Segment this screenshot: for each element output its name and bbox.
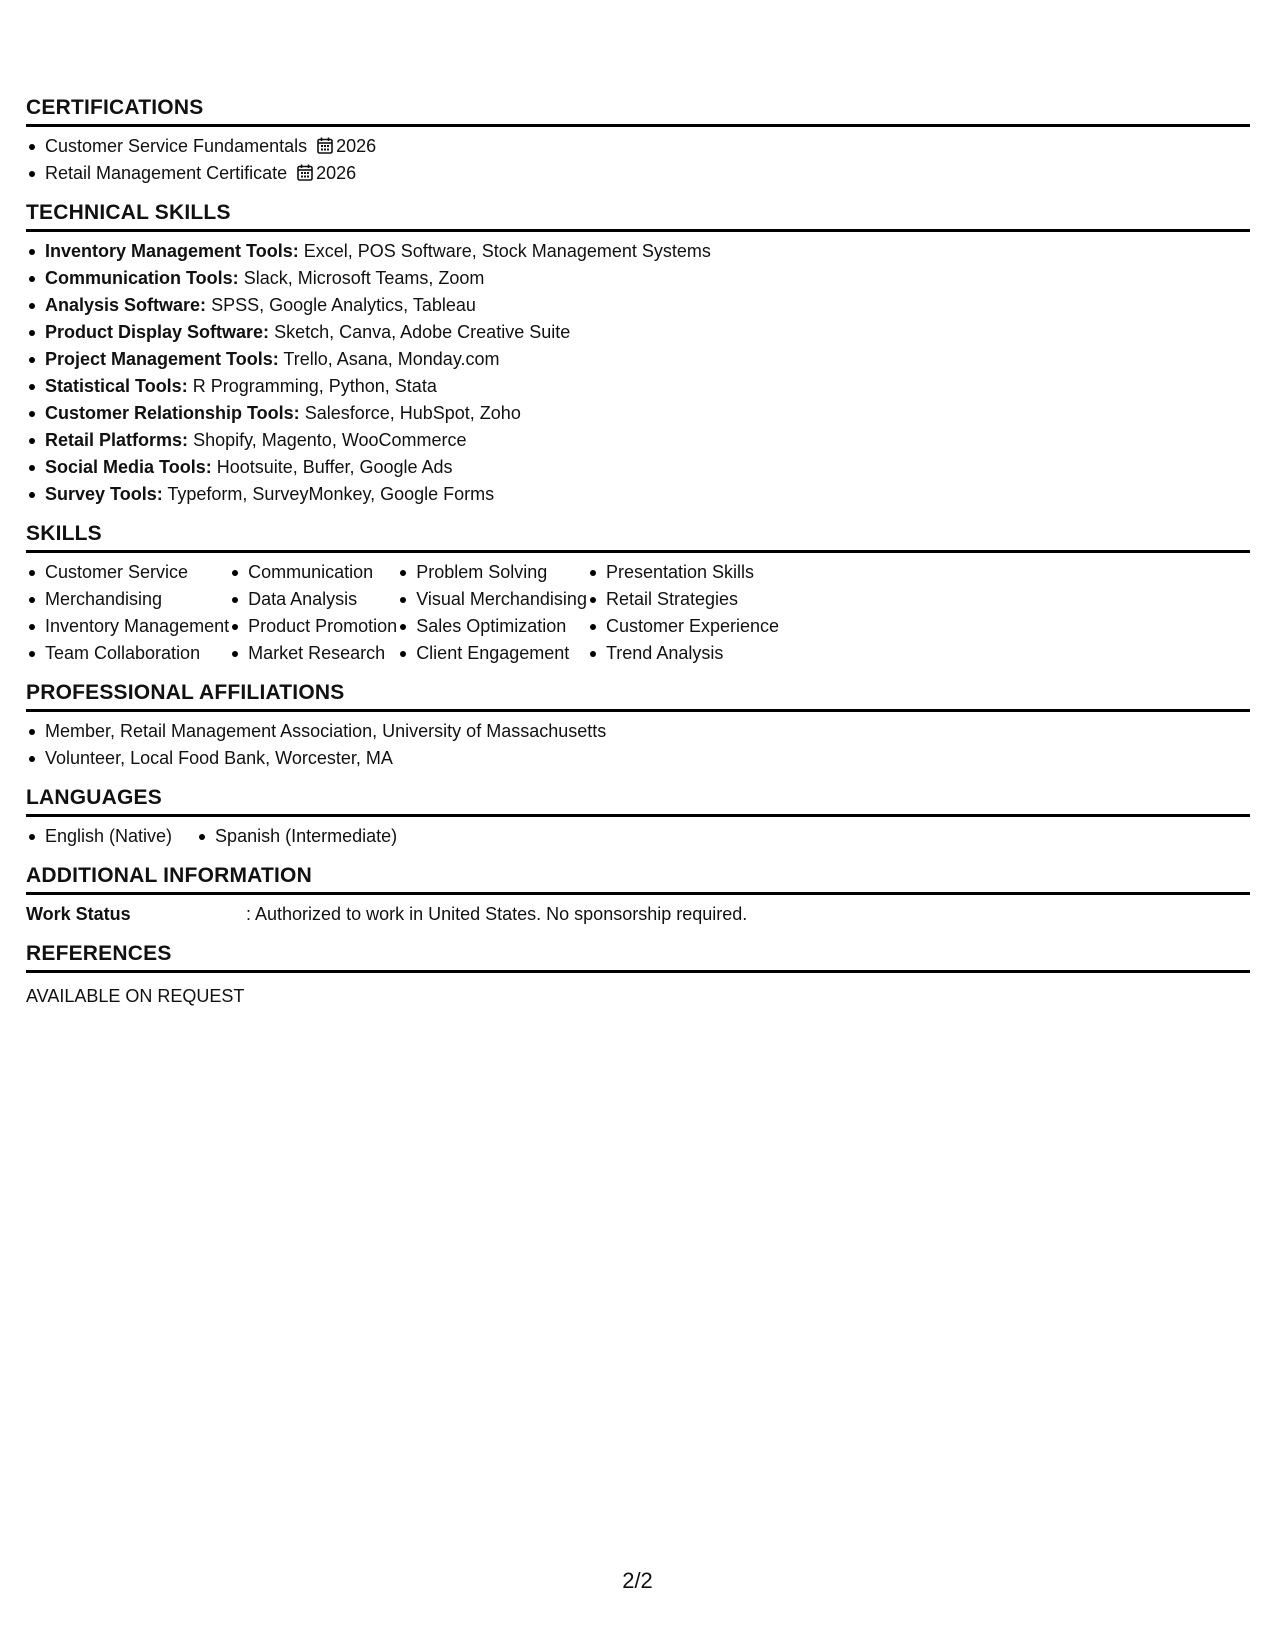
affiliations-section bbox=[26, 681, 1250, 772]
section-title-skills: SKILLS bbox=[26, 522, 1250, 553]
work-status-row bbox=[26, 901, 1250, 928]
certification-year: 2026 bbox=[336, 136, 377, 156]
list-item bbox=[26, 238, 1250, 265]
list-item: Market Research bbox=[229, 640, 397, 667]
skill-values: Slack, Microsoft Teams, Zoom bbox=[243, 268, 485, 288]
list-item bbox=[26, 292, 1250, 319]
list-item: Team Collaboration bbox=[26, 640, 229, 667]
skills-column bbox=[587, 559, 779, 667]
list-item bbox=[26, 265, 1250, 292]
skills-column bbox=[397, 559, 587, 667]
list-item bbox=[26, 427, 1250, 454]
list-item bbox=[26, 454, 1250, 481]
section-title-certifications: CERTIFICATIONS bbox=[26, 96, 1250, 127]
certification-name: Retail Management Certificate bbox=[45, 163, 288, 183]
list-item: Volunteer, Local Food Bank, Worcester, MA bbox=[26, 745, 1250, 772]
skill-values: Hootsuite, Buffer, Google Ads bbox=[216, 457, 453, 477]
list-item: Communication bbox=[229, 559, 397, 586]
skill-category: Product Display Software: bbox=[45, 322, 270, 342]
section-title-technical-skills: TECHNICAL SKILLS bbox=[26, 201, 1250, 232]
technical-skills-list bbox=[26, 238, 1250, 508]
list-item: Sales Optimization bbox=[397, 613, 587, 640]
list-item bbox=[26, 373, 1250, 400]
skill-category: Retail Platforms: bbox=[45, 430, 189, 450]
list-item bbox=[26, 160, 1250, 187]
skill-values: Sketch, Canva, Adobe Creative Suite bbox=[274, 322, 571, 342]
list-item bbox=[26, 133, 1250, 160]
references-text: AVAILABLE ON REQUEST bbox=[26, 986, 245, 1006]
skill-category: Statistical Tools: bbox=[45, 376, 188, 396]
technical-skills-section bbox=[26, 201, 1250, 508]
list-item: Customer Experience bbox=[587, 613, 779, 640]
skill-values: Salesforce, HubSpot, Zoho bbox=[304, 403, 521, 423]
skill-values: Shopify, Magento, WooCommerce bbox=[193, 430, 467, 450]
references-section bbox=[26, 942, 1250, 1010]
list-item: Presentation Skills bbox=[587, 559, 779, 586]
certification-year: 2026 bbox=[316, 163, 357, 183]
list-item: Member, Retail Management Association, University of Massachusetts bbox=[26, 718, 1250, 745]
section-title-languages: LANGUAGES bbox=[26, 786, 1250, 817]
list-item: Spanish (Intermediate) bbox=[196, 823, 397, 850]
section-title-affiliations: PROFESSIONAL AFFILIATIONS bbox=[26, 681, 1250, 712]
list-item bbox=[26, 319, 1250, 346]
certifications-section bbox=[26, 96, 1250, 187]
skill-values: SPSS, Google Analytics, Tableau bbox=[211, 295, 476, 315]
list-item bbox=[26, 481, 1250, 508]
list-item: Merchandising bbox=[26, 586, 229, 613]
skill-values: Trello, Asana, Monday.com bbox=[283, 349, 500, 369]
work-status-value: : Authorized to work in United States. No sponsorship required. bbox=[246, 904, 748, 924]
skill-values: R Programming, Python, Stata bbox=[192, 376, 437, 396]
languages-list bbox=[26, 823, 1250, 850]
list-item: Trend Analysis bbox=[587, 640, 779, 667]
skill-category: Inventory Management Tools: bbox=[45, 241, 299, 261]
affiliations-list bbox=[26, 718, 1250, 772]
skill-values: Typeform, SurveyMonkey, Google Forms bbox=[167, 484, 495, 504]
skill-category: Communication Tools: bbox=[45, 268, 239, 288]
list-item: Data Analysis bbox=[229, 586, 397, 613]
skill-category: Analysis Software: bbox=[45, 295, 207, 315]
skill-category: Project Management Tools: bbox=[45, 349, 279, 369]
skills-grid bbox=[26, 559, 1250, 667]
skills-column bbox=[229, 559, 397, 667]
list-item: Visual Merchandising bbox=[397, 586, 587, 613]
list-item: Customer Service bbox=[26, 559, 229, 586]
list-item: Retail Strategies bbox=[587, 586, 779, 613]
section-title-references: REFERENCES bbox=[26, 942, 1250, 973]
list-item bbox=[26, 400, 1250, 427]
list-item: Client Engagement bbox=[397, 640, 587, 667]
certifications-list bbox=[26, 133, 1250, 187]
calendar-icon bbox=[297, 164, 313, 181]
skills-column bbox=[26, 559, 229, 667]
certification-name: Customer Service Fundamentals bbox=[45, 136, 308, 156]
skill-category: Survey Tools: bbox=[45, 484, 163, 504]
skills-section bbox=[26, 522, 1250, 667]
page-number: 2/2 bbox=[622, 1568, 653, 1593]
skill-category: Social Media Tools: bbox=[45, 457, 212, 477]
work-status-label: Work Status bbox=[26, 904, 131, 924]
list-item: Product Promotion bbox=[229, 613, 397, 640]
list-item: Inventory Management bbox=[26, 613, 229, 640]
skill-values: Excel, POS Software, Stock Management Systems bbox=[303, 241, 711, 261]
additional-info-section bbox=[26, 864, 1250, 928]
languages-section bbox=[26, 786, 1250, 850]
resume-page bbox=[26, 96, 1250, 1024]
list-item: Problem Solving bbox=[397, 559, 587, 586]
skill-category: Customer Relationship Tools: bbox=[45, 403, 300, 423]
list-item: English (Native) bbox=[26, 823, 172, 850]
calendar-icon bbox=[317, 137, 333, 154]
section-title-additional-info: ADDITIONAL INFORMATION bbox=[26, 864, 1250, 895]
list-item bbox=[26, 346, 1250, 373]
